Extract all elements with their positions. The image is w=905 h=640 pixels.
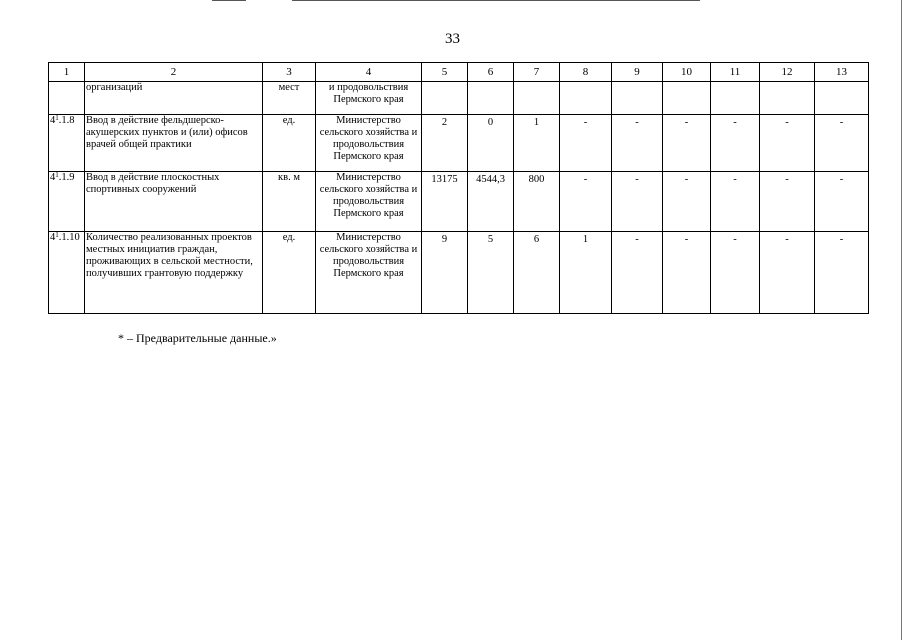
row-number: 4 bbox=[50, 232, 56, 243]
column-header: 3 bbox=[263, 63, 316, 82]
table-row-continuation bbox=[49, 82, 869, 115]
column-header: 1 bbox=[49, 63, 85, 82]
page-number: 33 bbox=[445, 31, 460, 47]
value-cell: 2 bbox=[422, 115, 468, 172]
value-cell bbox=[711, 82, 760, 115]
value-cell bbox=[514, 82, 560, 115]
value-cell: 9 bbox=[422, 232, 468, 314]
column-header: 2 bbox=[85, 63, 263, 82]
executor-cell: и продовольствия Пермского края bbox=[316, 82, 422, 115]
column-header: 4 bbox=[316, 63, 422, 82]
value-cell bbox=[560, 82, 612, 115]
value-cell: - bbox=[815, 172, 869, 232]
table-row bbox=[49, 172, 869, 232]
footnote: * – Предварительные данные.» bbox=[118, 331, 277, 345]
value-cell bbox=[422, 82, 468, 115]
top-rule-left bbox=[212, 0, 246, 1]
row-number-superscript: 1 bbox=[55, 231, 59, 239]
top-rule-right bbox=[292, 0, 700, 1]
column-header: 11 bbox=[711, 63, 760, 82]
value-cell: 4544,3 bbox=[468, 172, 514, 232]
value-cell: - bbox=[663, 172, 711, 232]
value-cell: - bbox=[711, 172, 760, 232]
row-number-suffix: .1.10 bbox=[58, 232, 80, 243]
indicators-table bbox=[48, 62, 869, 314]
column-header: 7 bbox=[514, 63, 560, 82]
value-cell bbox=[468, 82, 514, 115]
row-number-cell bbox=[49, 115, 85, 172]
row-number-cell bbox=[49, 172, 85, 232]
column-header: 6 bbox=[468, 63, 514, 82]
value-cell: 0 bbox=[468, 115, 514, 172]
table-row bbox=[49, 115, 869, 172]
value-cell: - bbox=[711, 115, 760, 172]
executor-cell: Министерство сельского хозяйства и продовольствия Пермского края bbox=[316, 232, 422, 314]
row-number: 4 bbox=[50, 172, 56, 183]
row-number-cell bbox=[49, 232, 85, 314]
indicator-name: Ввод в действие фельдшерско-акушерских пунктов и (или) офисов врачей общей практики bbox=[85, 115, 263, 172]
page-edge bbox=[901, 0, 902, 640]
value-cell: 1 bbox=[560, 232, 612, 314]
value-cell: 1 bbox=[514, 115, 560, 172]
column-header: 8 bbox=[560, 63, 612, 82]
column-header: 5 bbox=[422, 63, 468, 82]
value-cell: - bbox=[815, 115, 869, 172]
column-header: 12 bbox=[760, 63, 815, 82]
header-row bbox=[49, 63, 869, 82]
indicator-name: Количество реализованных проектов местных инициатив граждан, проживающих в сельской местности, получивших грантовую поддержку bbox=[85, 232, 263, 314]
value-cell bbox=[760, 82, 815, 115]
row-number-superscript: 1 bbox=[55, 171, 59, 179]
value-cell: - bbox=[612, 115, 663, 172]
value-cell: 800 bbox=[514, 172, 560, 232]
value-cell: - bbox=[711, 232, 760, 314]
value-cell: 13175 bbox=[422, 172, 468, 232]
column-header: 10 bbox=[663, 63, 711, 82]
column-header: 13 bbox=[815, 63, 869, 82]
value-cell bbox=[815, 82, 869, 115]
row-number-cell bbox=[49, 82, 85, 115]
unit-cell: мест bbox=[263, 82, 316, 115]
value-cell bbox=[663, 82, 711, 115]
value-cell: - bbox=[560, 172, 612, 232]
value-cell bbox=[612, 82, 663, 115]
row-number-superscript: 1 bbox=[55, 114, 59, 122]
value-cell: - bbox=[760, 172, 815, 232]
value-cell: 5 bbox=[468, 232, 514, 314]
row-number: 4 bbox=[50, 115, 56, 126]
unit-cell: ед. bbox=[263, 232, 316, 314]
table-row bbox=[49, 232, 869, 314]
value-cell: - bbox=[815, 232, 869, 314]
value-cell: - bbox=[560, 115, 612, 172]
value-cell: - bbox=[663, 232, 711, 314]
indicator-name: Ввод в действие плоскостных спортивных сооружений bbox=[85, 172, 263, 232]
value-cell: - bbox=[760, 115, 815, 172]
row-number-suffix: .1.9 bbox=[58, 172, 75, 183]
executor-cell: Министерство сельского хозяйства и продовольствия Пермского края bbox=[316, 115, 422, 172]
value-cell: - bbox=[612, 232, 663, 314]
value-cell: - bbox=[760, 232, 815, 314]
unit-cell: кв. м bbox=[263, 172, 316, 232]
value-cell: 6 bbox=[514, 232, 560, 314]
value-cell: - bbox=[612, 172, 663, 232]
value-cell: - bbox=[663, 115, 711, 172]
indicator-name: организаций bbox=[85, 82, 263, 115]
row-number-suffix: .1.8 bbox=[58, 115, 75, 126]
unit-cell: ед. bbox=[263, 115, 316, 172]
executor-cell: Министерство сельского хозяйства и продовольствия Пермского края bbox=[316, 172, 422, 232]
column-header: 9 bbox=[612, 63, 663, 82]
